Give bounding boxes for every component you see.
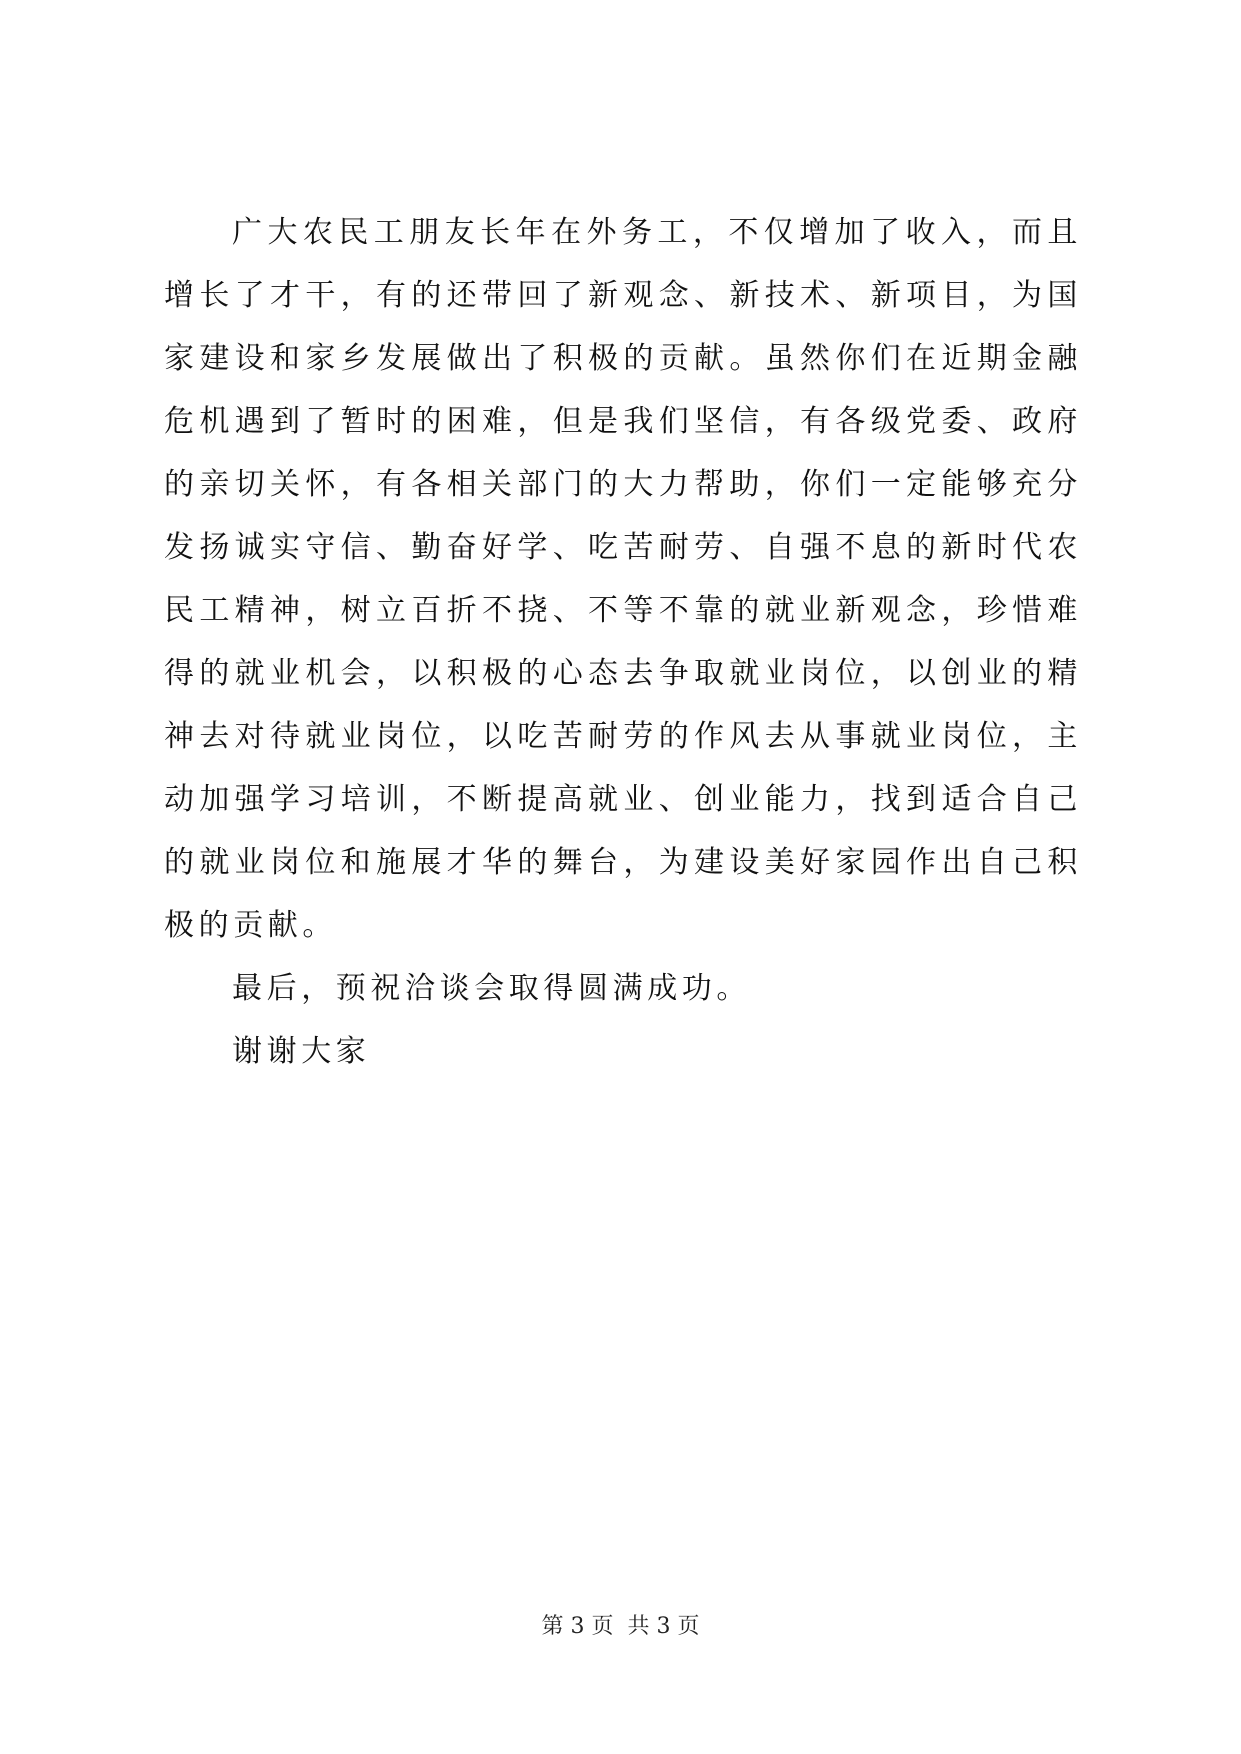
paragraph-main: 广大农民工朋友长年在外务工，不仅增加了收入，而且增长了才干，有的还带回了新观念、新技术、新项目，为国家建设和家乡发展做出了积极的贡献。虽然你们在近期金融危机遇到了暂时的困难，但是我们坚信，有各级党委、政府的亲切关怀，有各相关部门的大力帮助，你们一定能够充分发扬诚实守信、勤奋好学、吃苦耐劳、自强不息的新时代农民工精神，树立百折不挠、不等不靠的就业新观念，珍惜难得的就业机会，以积极的心态去争取就业岗位，以创业的精神去对待就业岗位，以吃苦耐劳的作风去从事就业岗位，主动加强学习培训，不断提高就业、创业能力，找到适合自己的就业岗位和施展才华的舞台，为建设美好家园作出自己积极的贡献。 <box>164 215 1082 943</box>
document-body <box>164 201 1082 1083</box>
paragraph-thanks: 谢谢大家 <box>232 1034 371 1069</box>
page-total: 共 3 页 <box>627 1614 700 1639</box>
paragraph-closing-wish: 最后，预祝洽谈会取得圆满成功。 <box>232 971 751 1006</box>
page-footer <box>0 1612 1241 1642</box>
page-number: 第 3 页 <box>541 1614 614 1639</box>
